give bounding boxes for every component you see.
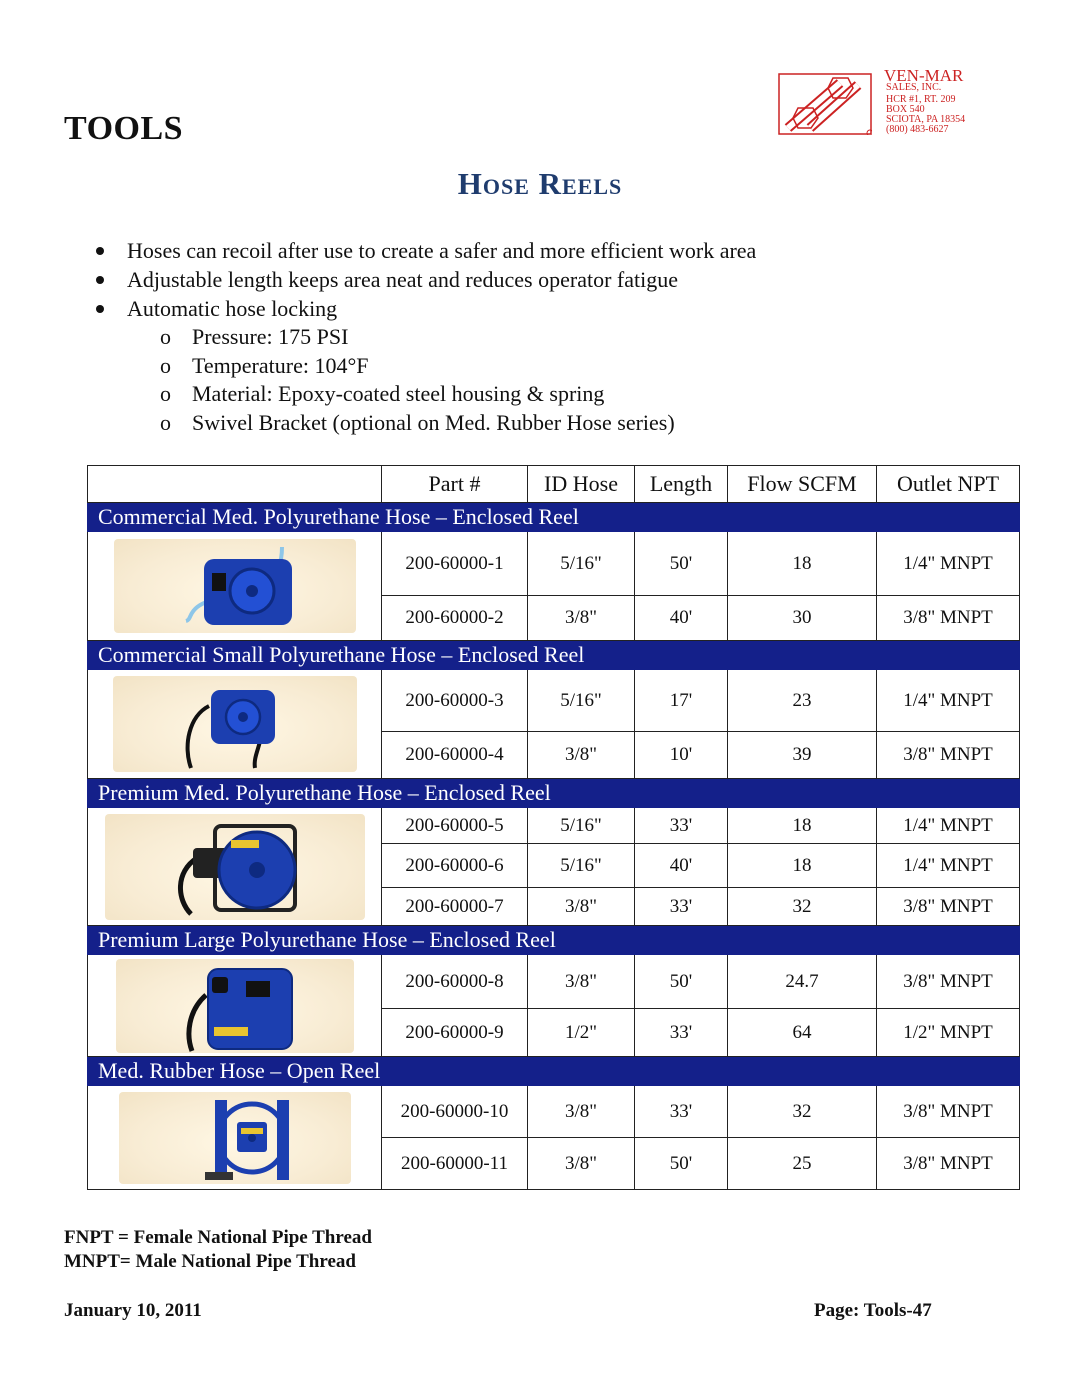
feature-item bbox=[94, 236, 756, 265]
table-row bbox=[88, 670, 1020, 732]
logo-line: SALES, INC. bbox=[886, 82, 942, 93]
column-header: ID Hose bbox=[528, 466, 635, 503]
feature-text: Automatic hose locking bbox=[127, 296, 338, 321]
category-label: Premium Med. Polyurethane Hose – Enclosed Reel bbox=[88, 779, 1020, 808]
company-logo bbox=[778, 68, 1008, 140]
flow-scfm: 30 bbox=[728, 596, 877, 641]
length: 50' bbox=[635, 1138, 728, 1190]
header-image-cell bbox=[88, 466, 382, 503]
sub-feature-item bbox=[127, 352, 756, 381]
part-number: 200-60000-1 bbox=[382, 532, 528, 596]
length: 17' bbox=[635, 670, 728, 732]
category-label: Commercial Med. Polyurethane Hose – Enclosed Reel bbox=[88, 503, 1020, 532]
column-header: Flow SCFM bbox=[728, 466, 877, 503]
logo-emblem-icon bbox=[778, 73, 872, 135]
flow-scfm: 25 bbox=[728, 1138, 877, 1190]
id-hose: 3/8" bbox=[528, 888, 635, 926]
bullet-icon bbox=[96, 247, 104, 255]
sub-feature-text: Material: Epoxy-coated steel housing & spring bbox=[192, 381, 605, 406]
table-row bbox=[88, 955, 1020, 1009]
table-row bbox=[88, 808, 1020, 844]
feature-text: Hoses can recoil after use to create a safer and more efficient work area bbox=[127, 238, 757, 263]
legend-mnpt: MNPT= Male National Pipe Thread bbox=[64, 1251, 356, 1272]
logo-line: (800) 483-6627 bbox=[886, 124, 949, 135]
bullet-icon bbox=[96, 276, 104, 284]
product-image-cell bbox=[88, 1086, 382, 1190]
category-row bbox=[88, 779, 1020, 808]
product-image-cell bbox=[88, 532, 382, 641]
flow-scfm: 18 bbox=[728, 808, 877, 844]
length: 40' bbox=[635, 596, 728, 641]
outlet-npt: 3/8" MNPT bbox=[877, 1138, 1020, 1190]
circle-bullet-icon: o bbox=[160, 352, 171, 378]
sub-feature-item bbox=[127, 323, 756, 352]
column-header: Part # bbox=[382, 466, 528, 503]
logo-line: BOX 540 bbox=[886, 104, 925, 115]
part-number: 200-60000-2 bbox=[382, 596, 528, 641]
id-hose: 5/16" bbox=[528, 844, 635, 888]
id-hose: 3/8" bbox=[528, 955, 635, 1009]
product-image-cell bbox=[88, 955, 382, 1057]
outlet-npt: 1/2" MNPT bbox=[877, 1009, 1020, 1057]
hose-reel-image bbox=[113, 676, 357, 772]
sub-feature-list bbox=[127, 323, 756, 437]
part-number: 200-60000-3 bbox=[382, 670, 528, 732]
circle-bullet-icon: o bbox=[160, 324, 171, 349]
outlet-npt: 3/8" MNPT bbox=[877, 596, 1020, 641]
sub-feature-item bbox=[127, 409, 756, 438]
legend-fnpt: FNPT = Female National Pipe Thread bbox=[64, 1227, 372, 1248]
outlet-npt: 3/8" MNPT bbox=[877, 888, 1020, 926]
part-number: 200-60000-7 bbox=[382, 888, 528, 926]
table-row bbox=[88, 532, 1020, 596]
outlet-npt: 3/8" MNPT bbox=[877, 1086, 1020, 1138]
page-title: TOOLS bbox=[64, 110, 184, 147]
flow-scfm: 32 bbox=[728, 1086, 877, 1138]
hose-reel-table bbox=[87, 465, 1020, 1190]
category-label: Premium Large Polyurethane Hose – Enclosed Reel bbox=[88, 926, 1020, 955]
flow-scfm: 32 bbox=[728, 888, 877, 926]
outlet-npt: 1/4" MNPT bbox=[877, 808, 1020, 844]
part-number: 200-60000-10 bbox=[382, 1086, 528, 1138]
logo-company-name: VEN-MAR bbox=[884, 66, 964, 85]
category-label: Med. Rubber Hose – Open Reel bbox=[88, 1057, 1020, 1086]
category-label: Commercial Small Polyurethane Hose – Enclosed Reel bbox=[88, 641, 1020, 670]
id-hose: 3/8" bbox=[528, 732, 635, 779]
id-hose: 3/8" bbox=[528, 596, 635, 641]
column-header: Length bbox=[635, 466, 728, 503]
outlet-npt: 1/4" MNPT bbox=[877, 532, 1020, 596]
flow-scfm: 18 bbox=[728, 844, 877, 888]
product-image-cell bbox=[88, 808, 382, 926]
hose-reel-image bbox=[116, 959, 354, 1053]
length: 40' bbox=[635, 844, 728, 888]
flow-scfm: 39 bbox=[728, 732, 877, 779]
part-number: 200-60000-8 bbox=[382, 955, 528, 1009]
feature-item bbox=[94, 294, 756, 437]
sub-feature-text: Temperature: 104°F bbox=[192, 352, 369, 378]
feature-text: Adjustable length keeps area neat and reduces operator fatigue bbox=[127, 267, 678, 292]
feature-list bbox=[94, 236, 756, 437]
outlet-npt: 3/8" MNPT bbox=[877, 732, 1020, 779]
length: 50' bbox=[635, 955, 728, 1009]
category-row bbox=[88, 1057, 1020, 1086]
column-header: Outlet NPT bbox=[877, 466, 1020, 503]
length: 10' bbox=[635, 732, 728, 779]
logo-line: SCIOTA, PA 18354 bbox=[886, 114, 966, 125]
length: 50' bbox=[635, 532, 728, 596]
id-hose: 3/8" bbox=[528, 1086, 635, 1138]
outlet-npt: 3/8" MNPT bbox=[877, 955, 1020, 1009]
logo-line: HCR #1, RT. 209 bbox=[886, 94, 956, 105]
bullet-icon bbox=[96, 305, 104, 313]
flow-scfm: 23 bbox=[728, 670, 877, 732]
length: 33' bbox=[635, 1086, 728, 1138]
flow-scfm: 64 bbox=[728, 1009, 877, 1057]
section-title: Hose Reels bbox=[457, 166, 623, 201]
id-hose: 5/16" bbox=[528, 808, 635, 844]
length: 33' bbox=[635, 1009, 728, 1057]
footer-date: January 10, 2011 bbox=[64, 1300, 202, 1321]
outlet-npt: 1/4" MNPT bbox=[877, 670, 1020, 732]
part-number: 200-60000-4 bbox=[382, 732, 528, 779]
part-number: 200-60000-9 bbox=[382, 1009, 528, 1057]
id-hose: 5/16" bbox=[528, 532, 635, 596]
sub-feature-text: Swivel Bracket (optional on Med. Rubber Hose series) bbox=[192, 409, 675, 435]
hose-reel-image bbox=[114, 539, 356, 633]
flow-scfm: 18 bbox=[728, 532, 877, 596]
product-image-cell bbox=[88, 670, 382, 779]
sub-feature-text: Pressure: 175 PSI bbox=[192, 324, 349, 349]
part-number: 200-60000-6 bbox=[382, 844, 528, 888]
table-row bbox=[88, 1086, 1020, 1138]
category-row bbox=[88, 641, 1020, 670]
category-row bbox=[88, 926, 1020, 955]
id-hose: 1/2" bbox=[528, 1009, 635, 1057]
circle-bullet-icon: o bbox=[160, 409, 171, 435]
length: 33' bbox=[635, 808, 728, 844]
part-number: 200-60000-11 bbox=[382, 1138, 528, 1190]
length: 33' bbox=[635, 888, 728, 926]
category-row bbox=[88, 503, 1020, 532]
part-number: 200-60000-5 bbox=[382, 808, 528, 844]
feature-item bbox=[94, 265, 756, 294]
footer-page-number: Page: Tools-47 bbox=[814, 1300, 932, 1321]
sub-feature-item bbox=[127, 380, 756, 409]
id-hose: 3/8" bbox=[528, 1138, 635, 1190]
flow-scfm: 24.7 bbox=[728, 955, 877, 1009]
circle-bullet-icon: o bbox=[160, 381, 171, 406]
outlet-npt: 1/4" MNPT bbox=[877, 844, 1020, 888]
hose-reel-image bbox=[105, 814, 365, 920]
hose-reel-image bbox=[119, 1092, 351, 1184]
table-header-row bbox=[88, 466, 1020, 503]
id-hose: 5/16" bbox=[528, 670, 635, 732]
